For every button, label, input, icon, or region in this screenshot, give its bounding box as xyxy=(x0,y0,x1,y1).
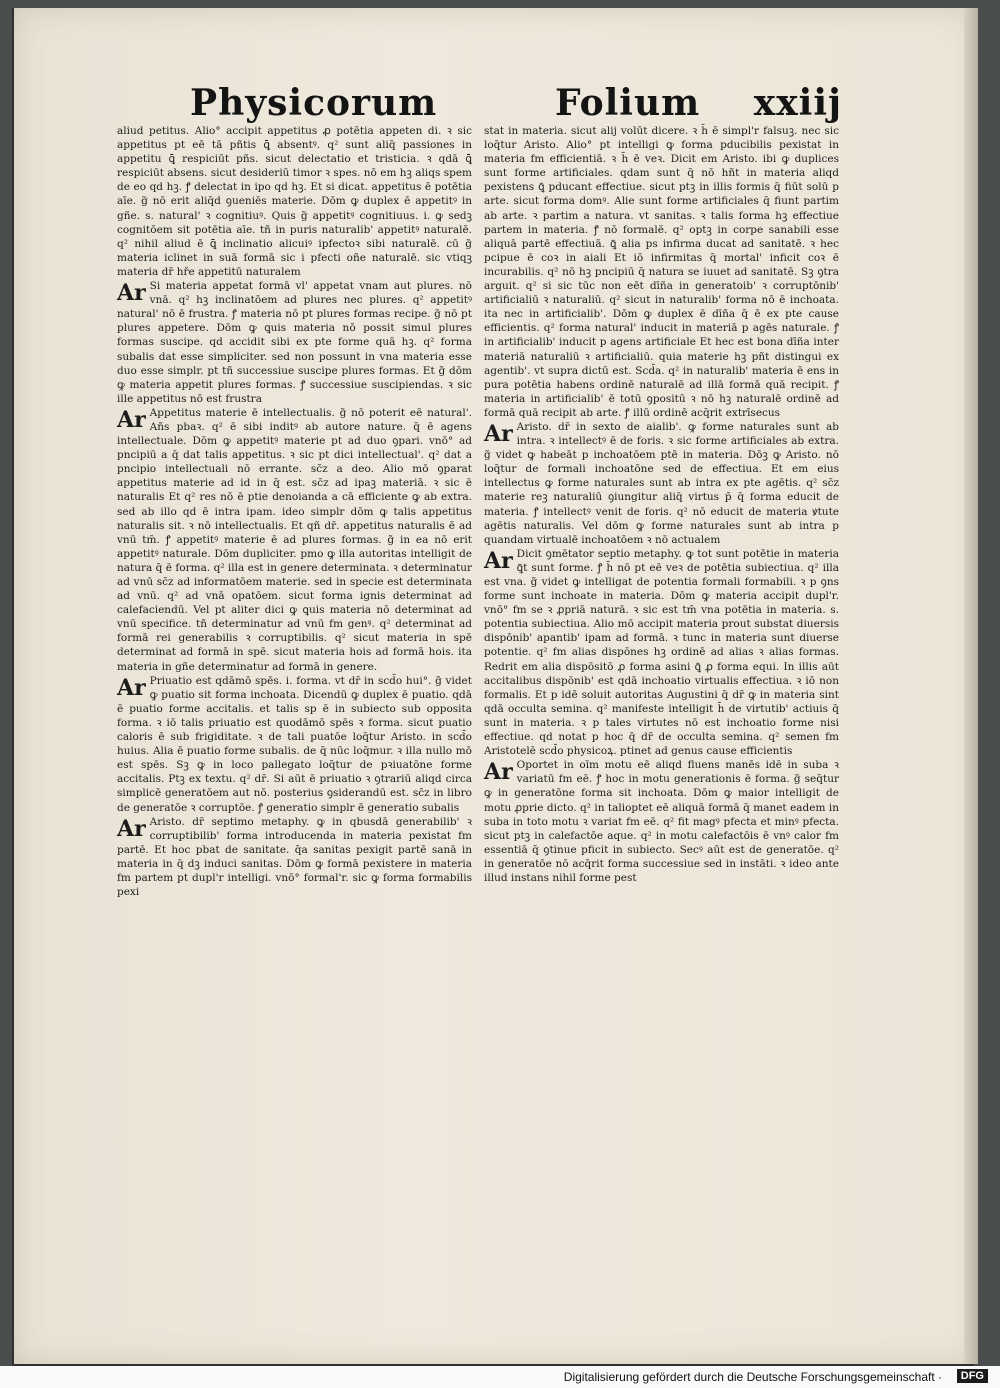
text-paragraph xyxy=(484,547,839,758)
ar-initial: Ar xyxy=(484,759,513,786)
digitization-credit: Digitalisierung gefördert durch die Deutsche Forschungsgemeinschaft · xyxy=(563,1370,942,1384)
footer-bar xyxy=(0,1366,1000,1388)
ar-initial: Ar xyxy=(117,406,146,433)
paragraph-text: Oportet in oīm motu eē aliqd fluens manēs idē in suba ꝛ variatū fm eē. ꝭ hoc in motu generationis ē forma. g̃ seq̄tur ꝙ in generatōne forma sit inchoata. Dōm ꝙ maior intelligit de motu ꝓprie dicto. q² in talioptet eē aliquā formā q̄ manet eadem in suba in toto motu ꝛ variat fm eē. q² fit magꝰ pfecta et minꝰ pfecta. sicut ptꝫ in calefactōe aque. q² in motu calefactōis ē vnꝰ calor fm essentiā q̄ ꝯtinue pficit in subiecto. Secꝰ aūt est de generatōe. q² in generatōe nō acq̄rit forma successiue sed in instāti. ꝛ ideo ante illud instans nihil forme pest xyxy=(484,759,839,884)
right-column xyxy=(484,124,839,885)
paragraph-text: Priuatio est qdāmō spēs. i. forma. vt dr̄ in scd̄o hui°. g̃ videt ꝙ puatio sit forma inchoata. Dicendū ꝙ duplex ē puatio. qdā ē puatio forme accitalis. et talis sp ē in subiecto sub opposita forma. ꝛ iō talis priuatio est quodāmō spēs ꝛ forma. sicut puatio caloris ē sub frigiditate. ꝛ de tali puatōe loq̄tur Aristo. in scd̄o huius. Alia ē puatio forme subalis. de q̄ nūc loq̄mur. ꝛ illa nullo mō est spēs. Sꝫ ꝙ in loco pallegato loq̄tur de pꝛiuatōne forme accitalis. Ptꝫ ex textu. q² dr̄. Si aūt ē priuatio ꝛ ꝯtrariū aliqd circa simplicē generatōem aut nō. posterius ꝯsiderandū est. sc̄z in libro de generatōe ꝛ corruptōe. ꝭ generatio simplr ē generatio subalis xyxy=(117,674,472,814)
text-paragraph xyxy=(484,420,839,547)
text-paragraph xyxy=(117,674,472,815)
ar-initial: Ar xyxy=(484,547,513,574)
left-column xyxy=(117,124,472,899)
ar-initial: Ar xyxy=(117,280,146,307)
paragraph-text: Si materia appetat formā vl' appetat vnam aut plures. nō vnā. q² hꝫ inclinatōem ad plures nec plures. q² appetitꝰ natural' nō ē frustra. ꝭ materia nō pt plures formas recipe. g̃ nō pt plures appetere. Dōm ꝙ ꝗuis materia nō possit simul plures formas suscipe. qd accidit sibi ex pte forme quā hꝫ. q² forma subalis dat esse simpliciter. sed non possunt in vna materia esse duo esse simplr. pt tñ successiue suscipe plures formas. Et g̃ dōm ꝙ materia appetit plures formas. ꝭ successiue suscipiendas. ꝛ sic ille appetitus nō est frustra xyxy=(117,280,472,405)
paragraph-text: Aristo. dr̄ septimo metaphy. ꝙ in qbusdā generabilib' ꝛ corruptibilib' forma introducenda in materia pexistat fm partē. Et hoc pbat de sanitate. q̄a sanitas pexigit partē sanā in materia in q̄ dꝫ induci sanitas. Dōm ꝙ formā pexistere in materia fm partem pt dupl'r intelligi. vnō° formal'r. sic ꝙ forma formabilis pexi xyxy=(117,815,472,899)
text-paragraph xyxy=(117,406,472,674)
text-paragraph xyxy=(117,815,472,900)
running-head-left: Physicorum xyxy=(190,82,438,124)
ar-initial: Ar xyxy=(117,815,146,842)
page-edge xyxy=(964,8,978,1364)
paragraph-text: Dicit ꝯmētator septio metaphy. ꝙ tot sunt potētie in materia ꝗ̄t sunt forme. ꝭ h̄ nō pt eē veꝛ de potētia subiectiua. q² illa est vna. g̃ videt ꝙ intelligat de potentia formali formabili. ꝛ p ꝯns forme sunt inchoate in materia. Dōm ꝙ materia accipit dupl'r. vnō° fm se ꝛ ꝓpriā naturā. ꝛ sic est tm̄ vna potētia in materia. s. potentia subiectiua. Alio mō accipit materia prout substat diuersis dispōnib' apantib' ipam ad formā. ꝛ tunc in materia sunt diuerse potentie. q² fm alias dispōnes hꝫ ordinē ad alias ꝛ alias formas. Redrit em alia dispōsitō ꝓ forma asini ꝗ̄ ꝓ forma equi. In illis aūt accitalibus dispōnib' est qdā inchoatio virtualis effectiua. ꝛ iō non formalis. Et p idē soluit autoritas Augustini q̄ dr̄ ꝙ in materia sint qdā occulta semina. q² manifeste intelligit h̄ de virtutib' actiuis q̄ sunt in materia. ꝛ p tales virtutes nō est inchoatio forme nisi effectiue. qd notat p hoc q̄ dr̄ de occulta semina. q² semen fm Aristotelē scd̄o physicoꝝ. ptinet ad genus cause efficientis xyxy=(484,547,839,758)
paragraph-text: Appetitus materie ē intellectualis. g̃ nō poterit eē natural'. Añs pbaꝛ. q² ē sibi inditꝰ ab autore nature. q̄ ē agens intellectuale. Dōm ꝙ appetitꝰ materie pt ad duo ꝯpari. vnō° ad pncipiū a q̄ dat talis appetitus. ꝛ sic pt dici intellectual'. q² dat a pncipio intellectuali nō errante. sc̄z a deo. Alio mō ꝯparat appetitus materie ad id in q̄ est. sc̄z ad ipaꝫ materiā. ꝛ sic ē naturalis Et q² res nō ē ptie denoianda a cā efficiente ꝙ ab extra. sed ab illo qd ē intra ipam. ideo simplr dōm ꝙ talis appetitus naturalis sit. ꝛ nō intellectualis. Et qñ dr̄. appetitus naturalis ē ad vnū tm̄. ꝭ appetitꝰ materie ē ad plures formas. g̃ in ea nō erit appetitꝰ naturale. Dōm dupliciter. pmo ꝙ illa autoritas intelligit de natura q̄ ē forma. q² illa est in genere determinata. ꝛ determinatur ad vnū sc̄z ad informatōem materie. sed in specie est determinata ad vnū. q² ad vnā opatōem. sicut forma ignis determinat ad calefaciendū. Vel pt aliter dici ꝙ ꝗuis materia nō determinat ad vnū specifice. tñ determinatur ad vnū fm genꝰ. q² determinat ad formā rei generabilis ꝛ corruptibilis. q² sicut materia in spē determinat ad formā in spē. sicut materia hois ad formā hois. ita materia in gñe determinatur ad formā in genere. xyxy=(117,406,472,673)
text-paragraph xyxy=(484,758,839,885)
text-paragraph: aliud petitus. Alio° accipit appetitus ꝓ potētia appeten di. ꝛ sic appetitus pt eē tā pñtis ꝗ̄ absentꝰ. q² sunt aliq̄ passiones in appetitu ꝗ̄ respiciūt pñs. sicut delectatio et tristicia. ꝛ qdā ꝗ̄ respiciūt absens. sicut desideriū timor ꝛ spes. nō em hꝫ aliqs spem de eo qd hꝫ. ꝭ delectat in ipo qd hꝫ. Et si dicat. appetitus ē potētia aīe. g̃ nō erit aliq̄d ꝯueniēs materie. Dōm ꝙ duplex ē appetitꝰ in gñe. s. natural' ꝛ cognitiuꝰ. Quis g̃ appetitꝰ cognitiuus. i. ꝙ sedꝫ cognitōem sit potētia aīe. tñ in puris naturalib' appetitꝰ naturalē. q² nihil aliud ē ꝗ̄ inclinatio alicuiꝰ ipfectoꝛ sibi naturalē. cū g̃ materia iclinet in suā formā sic i pfecti oñe naturalē. sic vtiqꝫ materia dr̄ hře appetitū naturalem xyxy=(117,125,472,278)
dfg-logo: DFG xyxy=(957,1369,988,1383)
text-paragraph xyxy=(117,279,472,406)
ar-initial: Ar xyxy=(117,674,146,701)
ar-initial: Ar xyxy=(484,420,513,447)
text-paragraph: stat in materia. sicut alij volūt dicere. ꝛ h̄ ē simpl'r falsuꝫ. nec sic loq̄tur Aristo. Alio° pt intelligi ꝙ forma pducibilis pexistat in materia fm efficientiā. ꝛ h̄ ē veꝛ. Dicit em Aristo. ibi ꝙ duplices sunt forme artificiales. qdam sunt q̄ nō hñt in materia aliqd pexistens ꝗ̄ pducant effectiue. sicut ptꝫ in illis formis q̄ fiūt solū p arte. sicut forma domꝰ. Alie sunt forme artificiales q̄ fiunt partim ab arte. ꝛ partim a natura. vt sanitas. ꝛ talis forma hꝫ effectiue partem in materia. ꝭ nō formalē. q² optꝫ in corpe sanabili esse aliquā partē effectiuā. ꝗ̄ alia ps infirma ducat ad sanitatē. ꝛ hec pcipue ē coꝛ in aiali Et iō infirmitas q̄ mortal' inficit coꝛ ē incurabilis. q² nō hꝫ pncipiū q̄ natura se iuuet ad sanitatē. Sꝫ ꝯtra arguit. q² si sic tūc non eēt dīña in generatoib' ꝛ corruptōnib' artificialiū ꝛ naturaliū. q² sicut in naturalib' forma nō ē inchoata. ita nec in artificialib'. Dōm ꝙ duplex ē dīña q̄ ē ex pte cause efficientis. q² forma natural' inducit in materiā p agēs naturale. ꝭ in artificialib' inducit p agens artificiale Et hec est bona dīña inter materiā naturaliū ꝛ artificialiū. quia materie hꝫ pñt distingui ex agentib'. vt supra dictū est. Scd̄a. q² in naturalib' materia ē ens in pura potētia habens ordinē naturalē ad illā formā quā recipit. ꝭ materia in artificialib' ē totū ꝯpositū ꝛ nō hꝫ naturalē ordinē ad formā quā recipit ab arte. ꝭ illū ordinē acq̄rit extrīsecus xyxy=(484,125,839,419)
paragraph-text: Aristo. dr̄ in sexto de aialib'. ꝙ forme naturales sunt ab intra. ꝛ intellectꝰ ē de foris. ꝛ sic forme artificiales ab extra. g̃ videt ꝙ habeāt p inchoatōem ptē in materia. Dōꝫ ꝙ Aristo. nō loq̄tur de formali inchoatōne sed de effectiua. Et em eius intellectus ꝙ forme naturales sunt ab intra ex pte agētis. q² sc̄z materie reꝫ naturaliū ꝯiungitur aliq̄ virtus p̄ q̄ forma educit de materia. ꝭ intellectꝰ venit de foris. q² nō educit de materia ꝟtute agētis naturalis. Vel dōm ꝙ forme naturales sunt ab intra p quandam virtualē inchoatōem ꝛ nō actualem xyxy=(484,420,839,546)
running-head-right: Folium xxiij xyxy=(555,82,843,124)
